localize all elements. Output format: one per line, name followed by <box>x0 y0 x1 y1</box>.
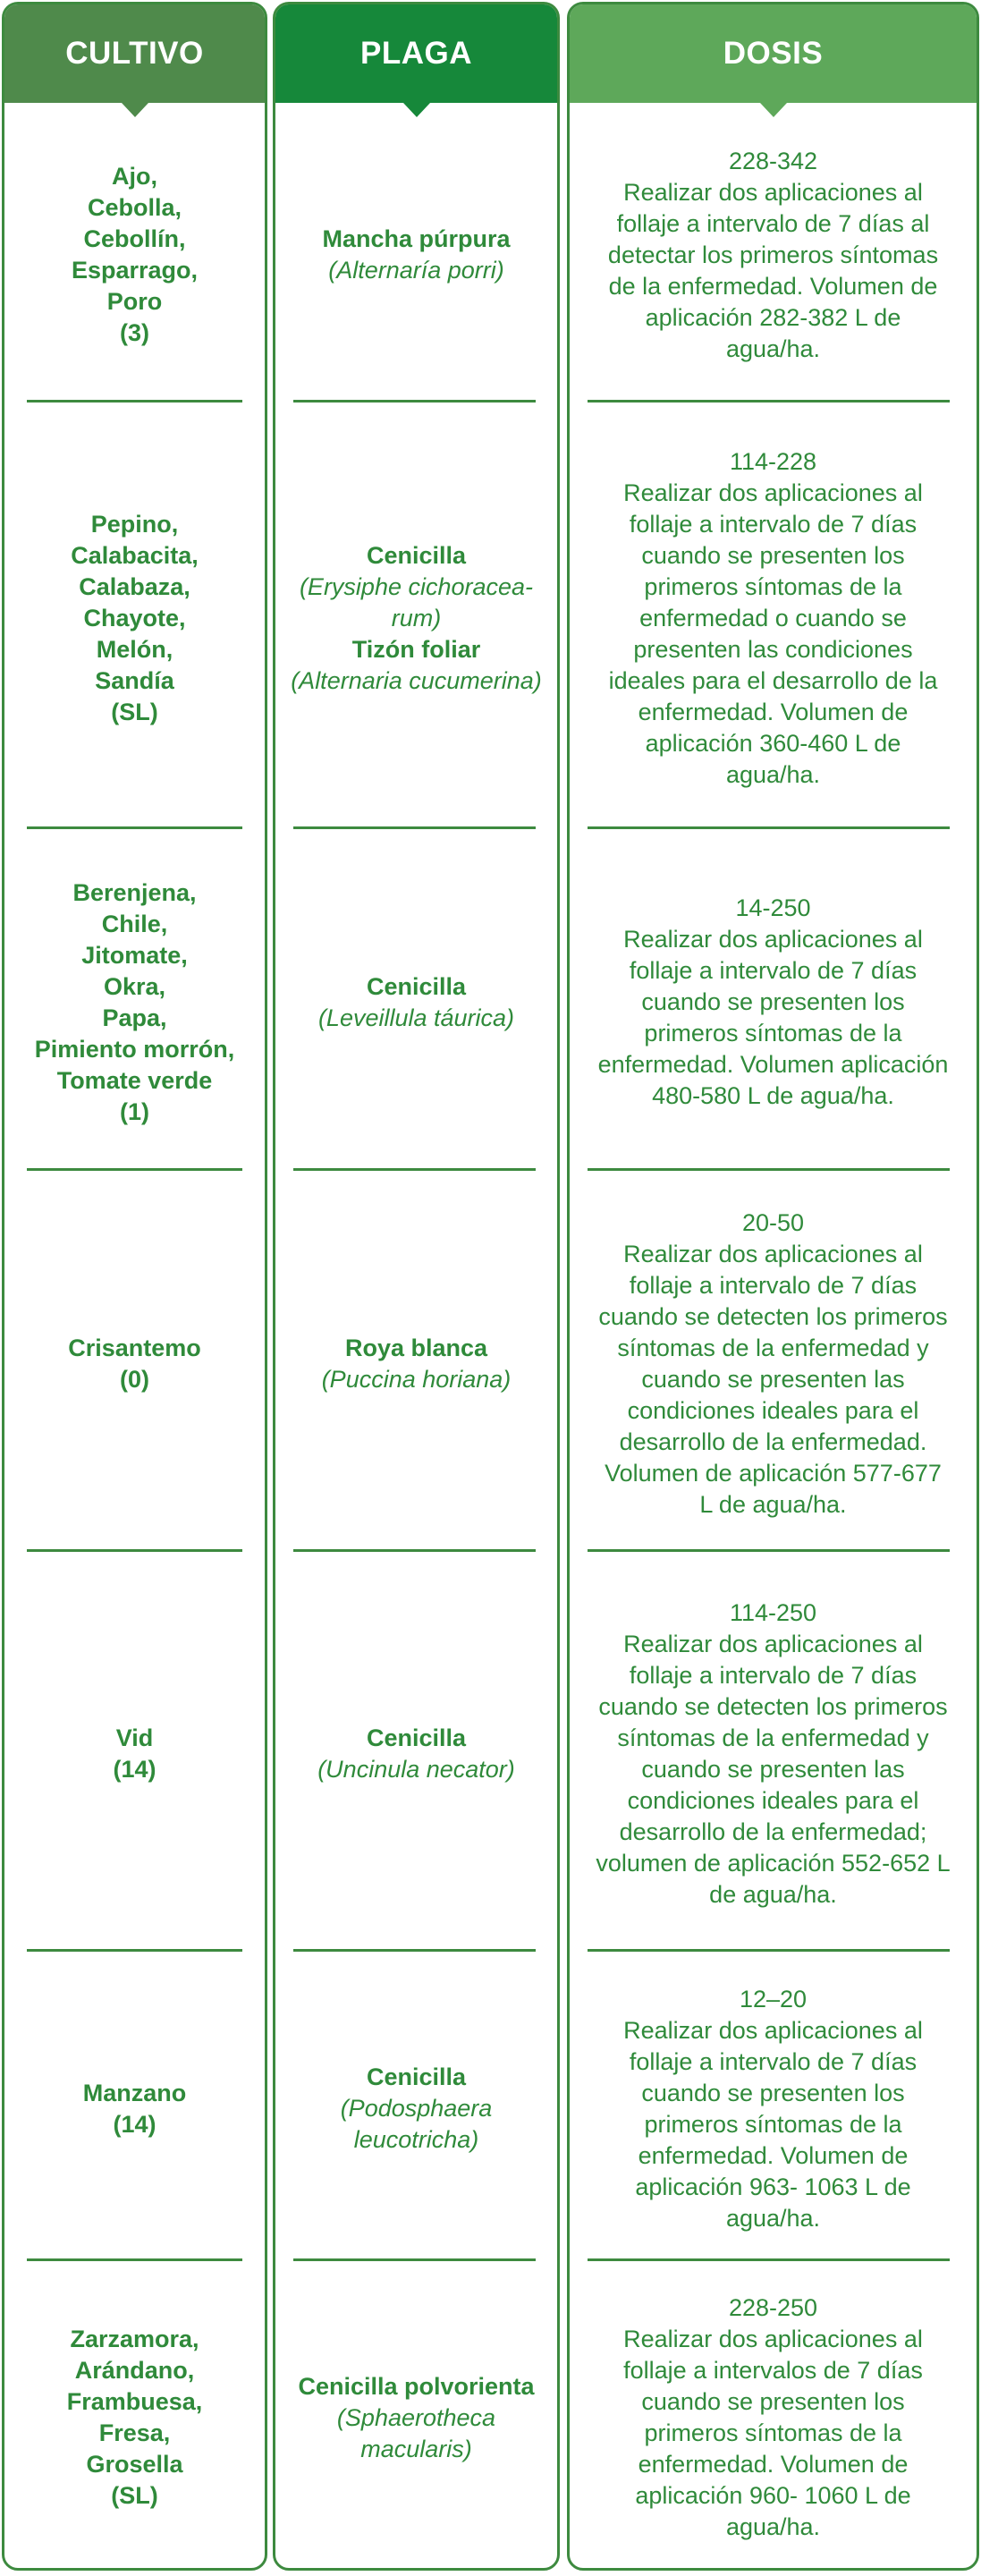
cultivo-line: (1) <box>119 1097 149 1125</box>
dose-instruction-line: presenten las condiciones <box>633 635 913 663</box>
plaga-scientific-name: (Alternaría porri) <box>328 257 504 284</box>
plaga-text-block <box>341 2062 493 2156</box>
plaga-name: Cenicilla <box>366 972 467 1000</box>
row-separator <box>27 826 242 829</box>
dosis-text-block <box>609 446 938 791</box>
plaga-text-block <box>318 971 514 1034</box>
cultivo-line: Arándano, <box>74 2357 195 2384</box>
dosis-cell <box>570 1556 977 1952</box>
plaga-scientific-name: (Sphaerotheca <box>336 2403 496 2431</box>
row-separator <box>588 1549 950 1552</box>
row-separator <box>588 2258 950 2261</box>
dose-instruction-line: cuando se presenten los <box>641 2388 905 2415</box>
cultivo-line: Chayote, <box>83 604 186 631</box>
row-separator <box>293 400 536 402</box>
plaga-scientific-name: (Erysiphe cichoracea- <box>299 572 534 600</box>
row-separator <box>588 400 950 402</box>
plaga-scientific-name: (Alternaria cucumerina) <box>291 666 542 694</box>
cultivo-cell <box>4 107 265 402</box>
dose-instruction-line: agua/ha. <box>725 760 821 788</box>
dose-instruction-line: síntomas de la enfermedad y <box>617 1334 929 1361</box>
cultivo-line: Zarzamora, <box>70 2326 199 2352</box>
dose-instruction-line: enfermedad. Volumen aplicación <box>597 1051 949 1078</box>
dose-instruction-line: aplicación 960- 1060 L de <box>635 2482 911 2509</box>
cultivo-line: (14) <box>113 2110 156 2138</box>
row-separator <box>588 1168 950 1171</box>
cultivo-cell <box>4 834 265 1171</box>
column-plaga <box>273 2 560 2571</box>
cultivo-line: Berenjena, <box>72 878 197 906</box>
plaga-text-block <box>322 224 510 286</box>
plaga-scientific-name: (Uncinula necator) <box>317 1756 515 1783</box>
dose-instruction-line: cuando se presenten los <box>641 541 905 569</box>
dose-instruction-line: Realizar dos aplicaciones al <box>623 926 923 953</box>
dose-instruction-line: enfermedad. Volumen de <box>638 698 909 725</box>
cultivo-line: Papa, <box>102 1004 167 1031</box>
cultivo-line: Grosella <box>86 2451 183 2478</box>
dosis-cell <box>570 107 977 402</box>
cultivo-line: Ajo, <box>112 163 157 190</box>
cultivo-text-block <box>67 2324 203 2512</box>
row-separator <box>293 2258 536 2261</box>
dose-instruction-line: Realizar dos aplicaciones al <box>623 1631 923 1657</box>
dose-instruction-line: Realizar dos aplicaciones al <box>623 2016 923 2044</box>
cultivo-line: Pepino, <box>90 510 179 538</box>
dose-instruction-line: de la enfermedad. Volumen de <box>608 272 938 300</box>
cultivo-line: Calabaza, <box>79 572 190 600</box>
cultivo-line: Poro <box>106 288 163 315</box>
dose-instruction-line: cuando se presenten las <box>641 1365 905 1393</box>
plaga-cell <box>275 2266 557 2570</box>
cultivo-line: Crisantemo <box>68 1334 201 1361</box>
cultivo-line: Fresa, <box>98 2419 171 2446</box>
cultivo-line: Calabacita, <box>71 541 199 569</box>
cultivo-line: Frambuesa, <box>66 2388 203 2415</box>
dose-instruction-line: desarrollo de la enfermedad; <box>619 1818 927 1845</box>
plaga-text-block <box>322 1333 512 1395</box>
dose-range: 228-342 <box>728 147 818 174</box>
row-separator <box>293 826 536 829</box>
dose-instruction-line: cuando se presenten las <box>641 1756 905 1783</box>
dose-instruction-line: follaje a intervalo de 7 días <box>629 510 918 538</box>
plaga-name: Cenicilla <box>366 1724 467 1751</box>
dose-instruction-line: condiciones ideales para el <box>627 1396 919 1424</box>
dose-instruction-line: cuando se detecten los primeros <box>598 1302 948 1330</box>
dose-instruction-line: aplicación 360-460 L de <box>645 729 901 757</box>
dose-instruction-line: follaje a intervalo de 7 días <box>629 1662 918 1689</box>
cultivo-text-block <box>68 1333 201 1395</box>
dosis-cell <box>570 834 977 1171</box>
dose-instruction-line: follaje a intervalo de 7 días <box>629 1271 918 1299</box>
plaga-scientific-name: macularis) <box>360 2435 472 2462</box>
cultivo-line: Melón, <box>96 635 173 663</box>
dose-instruction-line: primeros síntomas de la <box>644 572 902 600</box>
dosis-cell <box>570 1175 977 1552</box>
cultivo-line: Chile, <box>101 910 168 937</box>
dosis-text-block <box>608 146 938 365</box>
cultivo-line: Esparrago, <box>71 257 199 284</box>
plaga-text-block <box>317 1723 515 1785</box>
cultivo-cell <box>4 1175 265 1552</box>
cultivo-line: Pimiento morrón, <box>34 1035 235 1063</box>
dose-range: 20-50 <box>741 1208 805 1236</box>
dose-instruction-line: volumen de aplicación 552-652 L <box>596 1850 951 1877</box>
dose-instruction-line: follaje a intervalo de 7 días al <box>616 209 930 237</box>
plaga-name: Cenicilla <box>366 541 467 569</box>
plaga-cell <box>275 107 557 402</box>
cultivo-line: Okra, <box>103 972 166 1000</box>
cultivo-line: Manzano <box>82 2079 187 2106</box>
cultivo-line: (14) <box>113 1756 156 1783</box>
dose-instruction-line: follaje a intervalos de 7 días <box>623 2357 923 2384</box>
dose-instruction-line: agua/ha. <box>725 2513 821 2540</box>
dose-instruction-line: primeros síntomas de la <box>644 2419 902 2446</box>
plaga-name: Roya blanca <box>344 1334 488 1361</box>
dose-instruction-line: aplicación 282-382 L de <box>645 303 901 331</box>
dose-instruction-line: enfermedad. Volumen de <box>638 2141 909 2169</box>
plaga-name: Cenicilla <box>366 2063 467 2090</box>
dose-instruction-line: primeros síntomas de la <box>644 2110 902 2138</box>
cultivo-line: Tomate verde <box>56 1066 213 1094</box>
header-dosis: DOSIS <box>570 4 977 103</box>
cultivo-line: (SL) <box>111 2482 158 2509</box>
dose-range: 114-228 <box>729 447 817 475</box>
cultivo-line: (0) <box>119 1365 149 1393</box>
dose-instruction-line: follaje a intervalo de 7 días <box>629 2047 918 2075</box>
row-separator <box>588 1949 950 1952</box>
column-cultivo <box>2 2 267 2571</box>
row-separator <box>27 1168 242 1171</box>
cultivo-text-block <box>113 1723 156 1785</box>
header-plaga: PLAGA <box>275 4 557 103</box>
dosis-text-block <box>623 1984 923 2234</box>
dose-instruction-line: Realizar dos aplicaciones al <box>623 178 923 206</box>
dose-instruction-line: cuando se detecten los primeros <box>598 1693 948 1720</box>
dose-instruction-line: L de agua/ha. <box>699 1490 847 1518</box>
plaga-cell <box>275 1956 557 2261</box>
row-separator <box>293 1168 536 1171</box>
dose-instruction-line: síntomas de la enfermedad y <box>617 1724 929 1751</box>
dose-instruction-line: Realizar dos aplicaciones al <box>623 479 923 506</box>
cultivo-cell <box>4 2266 265 2570</box>
dose-instruction-line: primeros síntomas de la <box>644 1020 902 1046</box>
cultivo-line: (SL) <box>111 698 158 725</box>
dose-instruction-line: desarrollo de la enfermedad. <box>619 1428 927 1455</box>
plaga-cell <box>275 834 557 1171</box>
dosis-text-block <box>598 893 949 1112</box>
dose-range: 14-250 <box>735 894 811 921</box>
cultivo-cell <box>4 1956 265 2261</box>
column-dosis <box>567 2 979 2571</box>
cultivo-text-block <box>72 161 198 349</box>
dosis-text-block <box>598 1208 947 1521</box>
cultivo-text-block <box>83 2078 187 2140</box>
cultivo-line: Jitomate, <box>81 941 188 969</box>
dose-instruction-line: Volumen de aplicación 577-677 <box>605 1459 942 1487</box>
plaga-cell <box>275 1175 557 1552</box>
dose-instruction-line: agua/ha. <box>725 335 821 362</box>
plaga-name: Tizón foliar <box>351 635 481 663</box>
dose-instruction-line: Realizar dos aplicaciones al <box>623 2326 923 2352</box>
cultivo-cell <box>4 407 265 829</box>
dose-range: 114-250 <box>729 1599 817 1626</box>
dose-instruction-line: cuando se presenten los <box>641 2079 905 2106</box>
dose-instruction-line: de agua/ha. <box>709 1881 837 1908</box>
dose-instruction-line: cuando se presenten los <box>641 988 905 1015</box>
cultivo-text-block <box>35 877 235 1128</box>
row-separator <box>27 400 242 402</box>
cultivo-cell <box>4 1556 265 1952</box>
dosis-cell <box>570 2266 977 2570</box>
plaga-cell <box>275 407 557 829</box>
row-separator <box>293 1549 536 1552</box>
plaga-name: Cenicilla polvorienta <box>298 2372 535 2400</box>
dosis-cell <box>570 1956 977 2261</box>
row-separator <box>27 1549 242 1552</box>
dose-instruction-line: agua/ha. <box>725 2204 821 2232</box>
plaga-scientific-name: (Puccina horiana) <box>321 1365 512 1393</box>
dose-instruction-line: enfermedad. Volumen de <box>638 2451 909 2478</box>
dosis-text-block <box>623 2292 923 2543</box>
header-cultivo: CULTIVO <box>4 4 265 103</box>
dose-instruction-line: detectar los primeros síntomas <box>607 241 939 268</box>
plaga-scientific-name: rum) <box>391 604 442 631</box>
plaga-name: Mancha púrpura <box>322 225 511 252</box>
plaga-scientific-name: (Leveillula táurica) <box>317 1004 515 1031</box>
cultivo-line: Sandía <box>95 666 174 694</box>
dose-instruction-line: aplicación 963- 1063 L de <box>635 2173 911 2200</box>
row-separator <box>27 2258 242 2261</box>
dose-instruction-line: Realizar dos aplicaciones al <box>623 1240 923 1267</box>
cultivo-text-block <box>71 509 199 728</box>
cultivo-line: Cebolla, <box>87 194 182 221</box>
dosis-text-block <box>596 1597 950 1911</box>
row-separator <box>27 1949 242 1952</box>
dose-instruction-line: ideales para el desarrollo de la <box>608 666 938 694</box>
row-separator <box>588 826 950 829</box>
dose-instruction-line: condiciones ideales para el <box>627 1787 919 1814</box>
dose-instruction-line: 480-580 L de agua/ha. <box>652 1082 894 1109</box>
cultivo-line: Cebollín, <box>83 225 186 252</box>
cultivo-line: (3) <box>120 319 149 346</box>
row-separator <box>293 1949 536 1952</box>
plaga-scientific-name: leucotricha) <box>353 2126 479 2153</box>
dosis-cell <box>570 407 977 829</box>
dose-instruction-line: enfermedad o cuando se <box>639 604 907 631</box>
plaga-scientific-name: (Podosphaera <box>340 2095 493 2122</box>
dose-range: 228-250 <box>728 2294 818 2321</box>
plaga-text-block <box>298 2371 534 2465</box>
dose-instruction-line: follaje a intervalo de 7 días <box>629 957 918 984</box>
cultivo-line: Vid <box>115 1724 154 1751</box>
dose-range: 12–20 <box>739 1985 808 2012</box>
plaga-cell <box>275 1556 557 1952</box>
plaga-text-block <box>291 540 542 697</box>
